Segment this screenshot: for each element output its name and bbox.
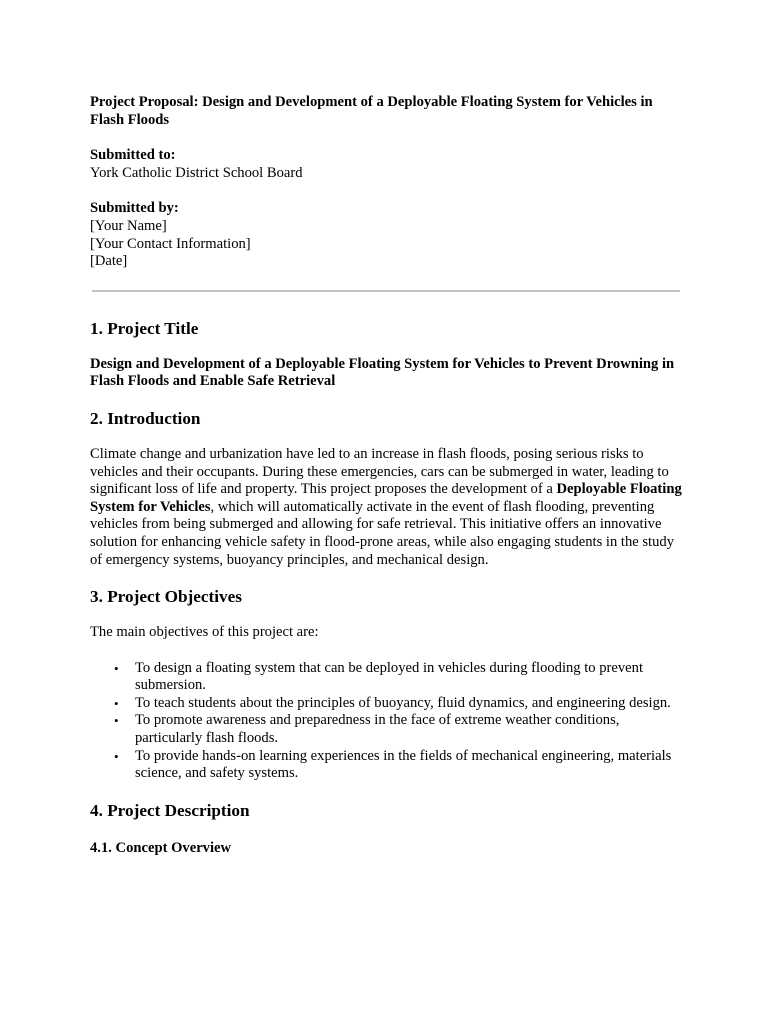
section-heading-project-title: 1. Project Title [90, 318, 199, 338]
objective-text: To provide hands-on learning experiences in the fields of mechanical engineering, materials science, and safety systems. [135, 747, 672, 782]
submitted-to-block [90, 147, 682, 182]
subsection-heading-concept-overview: 4.1. Concept Overview [90, 839, 232, 856]
submitted-by-date: [Date] [90, 253, 128, 270]
submitted-by-block [90, 200, 682, 270]
introduction-paragraph [90, 446, 682, 569]
list-item [114, 747, 682, 783]
submitted-by-label: Submitted by: [90, 200, 179, 217]
bullet-icon: • [114, 713, 119, 729]
introduction-text-bold: Deployable Floating System for Vehicles [90, 481, 682, 515]
introduction-text-before: Climate change and urbanization have led to an increase in flash floods, posing serious risks to vehicles and their occupants. During these emergencies, cars can be submerged in water, leading to significant loss of life and property. This project proposes the development of a [90, 445, 669, 498]
document-page [90, 94, 682, 857]
horizontal-divider [92, 290, 680, 292]
objective-text: To promote awareness and preparedness in the face of extreme weather conditions, particularly flash floods. [135, 712, 620, 747]
submitted-by-name: [Your Name] [90, 217, 167, 234]
section-heading-description: 4. Project Description [90, 800, 250, 820]
section-heading-introduction: 2. Introduction [90, 408, 201, 428]
submitted-to-value: York Catholic District School Board [90, 164, 303, 181]
bullet-icon: • [114, 748, 119, 764]
section-heading-objectives: 3. Project Objectives [90, 587, 242, 607]
document-title: Project Proposal: Design and Development of a Deployable Floating System for Vehicles in Flash Floods [90, 94, 653, 128]
bullet-icon: • [114, 695, 119, 711]
list-item [114, 659, 682, 695]
objective-text: To teach students about the principles of buoyancy, fluid dynamics, and engineering design. [135, 694, 671, 711]
objective-text: To design a floating system that can be deployed in vehicles during flooding to prevent submersion. [135, 659, 644, 694]
bullet-icon: • [114, 660, 119, 676]
project-title-text: Design and Development of a Deployable Floating System for Vehicles to Prevent Drowning in Flash Floods and Enable Safe Retrieval [90, 355, 675, 390]
objectives-list [90, 660, 682, 783]
submitted-to-label: Submitted to: [90, 147, 176, 164]
objectives-intro: The main objectives of this project are: [90, 624, 319, 641]
list-item [114, 712, 682, 747]
list-item [114, 694, 682, 713]
introduction-text-after: , which will automatically activate in the event of flash flooding, preventing vehicles from being submerged and allowing for safe retrieval. This initiative offers an innovative solution for enhancing vehicle safety in flood-prone areas, while also engaging students in the study of emergency systems, buoyancy principles, and mechanical design. [90, 498, 675, 568]
submitted-by-contact: [Your Contact Information] [90, 235, 251, 252]
